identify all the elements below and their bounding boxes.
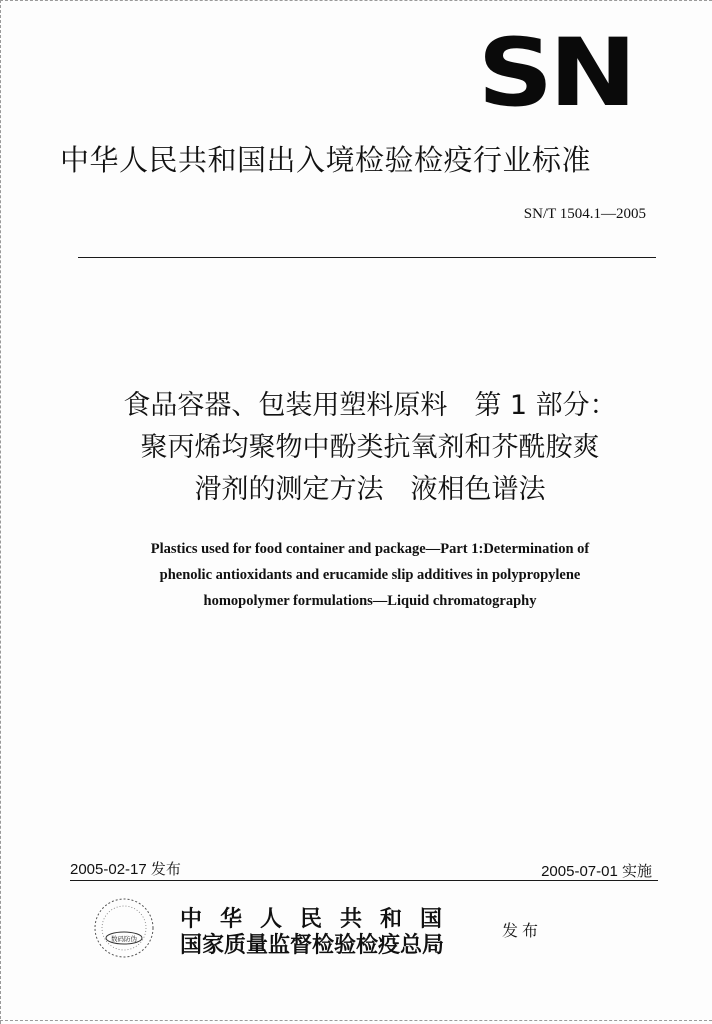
footer-divider — [70, 880, 658, 881]
scan-edge-bottom — [0, 1020, 712, 1023]
scan-edge-left — [0, 0, 3, 1024]
issue-date: 2005-02-17 发布 — [70, 861, 181, 878]
implementation-date: 2005-07-01 实施 — [541, 863, 652, 880]
english-title-line: Plastics used for food container and package—Part 1:Determination of — [150, 541, 590, 557]
english-title-line: homopolymer formulations—Liquid chromatography — [203, 593, 537, 609]
issuer-line-2: 国家质量监督检验检疫总局 — [180, 932, 445, 958]
issuer-line-1: 中华人民共和国 — [180, 906, 461, 932]
english-title-line: phenolic antioxidants and erucamide slip additives in polypropylene — [159, 567, 581, 583]
issuing-authority — [180, 906, 460, 958]
sn-logo: SN — [477, 19, 633, 128]
scan-edge-top — [0, 0, 712, 3]
chinese-title-line: 聚丙烯均聚物中酚类抗氧剂和芥酰胺爽 — [140, 432, 600, 463]
header-divider — [78, 257, 656, 258]
issuing-industry-title: 中华人民共和国出入境检验检疫行业标准 — [60, 143, 592, 177]
anti-counterfeit-seal-icon — [92, 896, 156, 960]
chinese-title-line: 食品容器、包装用塑料原料 第 1 部分： — [123, 390, 617, 421]
english-title — [60, 536, 680, 614]
chinese-title-line: 滑剂的测定方法 液相色谱法 — [194, 474, 546, 505]
chinese-title — [70, 385, 670, 511]
issuer-verb: 发布 — [502, 921, 543, 940]
seal-text: 数码防伪 — [111, 935, 137, 943]
standard-number: SN/T 1504.1—2005 — [523, 206, 646, 222]
